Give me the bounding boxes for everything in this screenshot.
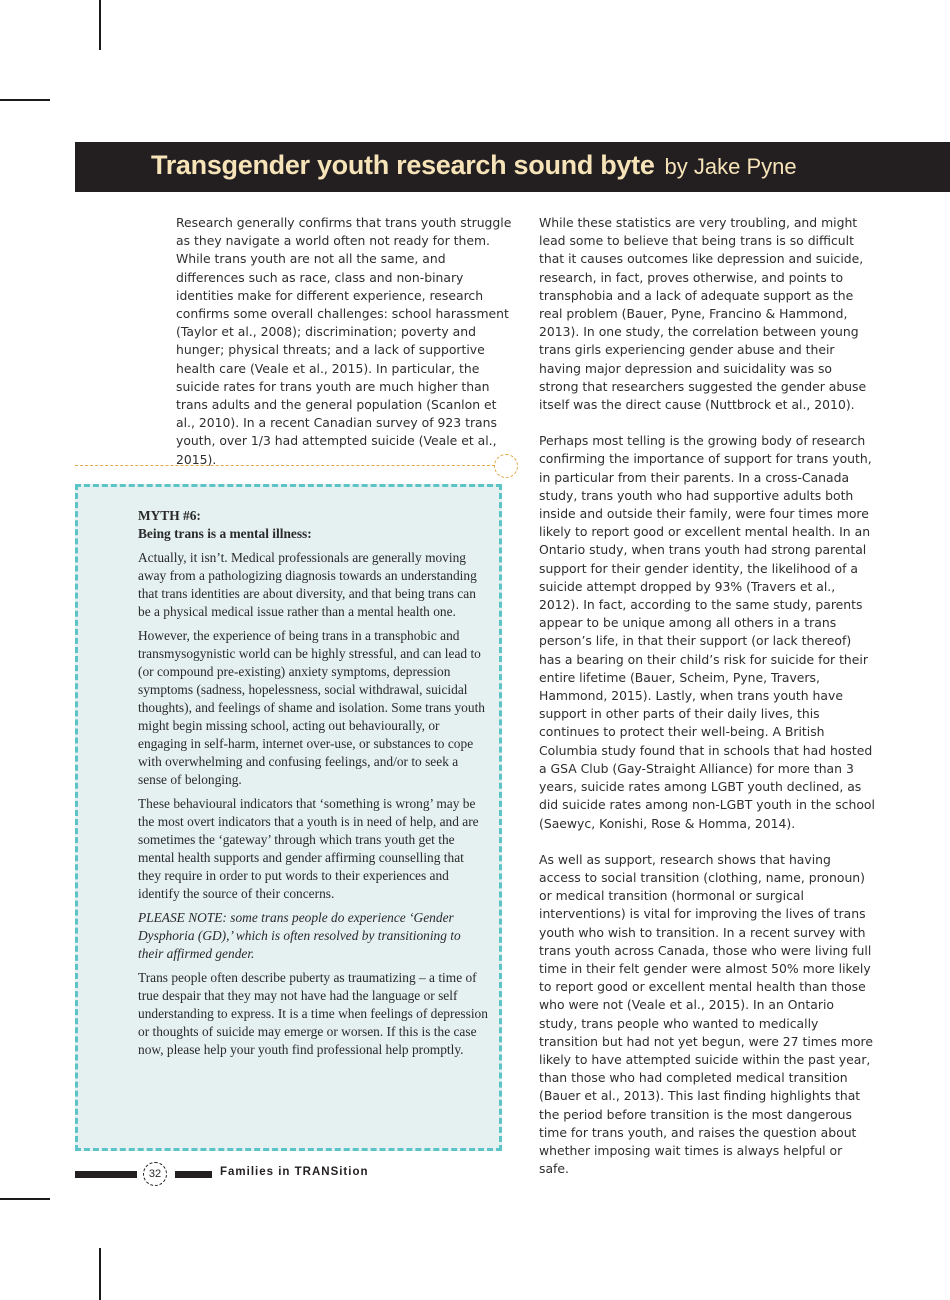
right-column	[539, 214, 875, 1196]
divider-circle	[494, 454, 518, 478]
page-title	[151, 150, 797, 181]
page-number: 32	[143, 1162, 167, 1186]
page-footer	[75, 1162, 475, 1186]
publication-name: Families in TRANSition	[220, 1166, 369, 1178]
myth-paragraph: Actually, it isn’t. Medical professionals are generally moving away from a pathologizing diagnosis towards an understanding that trans identities are about diversity, and that being trans can be a physical medical issue rather than a mental health one.	[138, 550, 477, 619]
crop-mark	[0, 99, 50, 101]
title-bar	[75, 142, 950, 192]
body-paragraph: While these statistics are very troubling, and might lead some to believe that being trans is so difficult that it causes outcomes like depression and suicide, research, in fact, proves otherwise, and points to transphobia and a lack of adequate support as the real problem (Bauer, Pyne, Francino & Hammond, 2013). In one study, the correlation between young trans girls experiencing gender abuse and their having major depression and suicidality was so strong that researchers suggested the gender abuse itself was the direct cause (Nuttbrock et al., 2010).	[539, 215, 867, 413]
crop-mark	[0, 1198, 50, 1200]
myth-title: MYTH #6:	[138, 508, 201, 523]
dashed-divider	[75, 465, 495, 466]
myth-paragraph: However, the experience of being trans in a transphobic and transmysogynistic world can be highly stressful, and can lead to (or compound pre-existing) anxiety symptoms, depression symptoms (sadness, hopelessness, social withdrawal, suicidal thoughts), and feelings of shame and isolation. Some trans youth might begin missing school, acting out behaviourally, or engaging in self-harm, internet over-use, or substances to cope with overwhelming and confusing feelings, and/or to seek a sense of belonging.	[138, 628, 485, 787]
footer-bar	[175, 1171, 212, 1178]
crop-mark	[99, 0, 101, 50]
myth-note: PLEASE NOTE: some trans people do experience ‘Gender Dysphoria (GD),’ which is often resolved by transitioning to their affirmed gender.	[138, 910, 461, 961]
crop-mark	[99, 1248, 101, 1300]
intro-paragraph: Research generally confirms that trans youth struggle as they navigate a world often not ready for them. While trans youth are not all the same, and differences such as race, class and non-binary identities make for different experience, research confirms some overall challenges: school harassment (Taylor et al., 2008); discrimination; poverty and hunger; physical threats; and a lack of supportive health care (Veale et al., 2015). In particular, the suicide rates for trans youth are much higher than trans adults and the general population (Scanlon et al., 2010). In a recent Canadian survey of 923 trans youth, over 1/3 had attempted suicide (Veale et al., 2015).	[176, 215, 512, 467]
myth-paragraph: These behavioural indicators that ‘something is wrong’ may be the most overt indicators that a youth is in need of help, and are sometimes the ‘gateway’ through which trans youth get the mental health supports and gender affirming counselling that they require in order to put words to their experiences and identify the source of their concerns.	[138, 796, 479, 901]
body-paragraph: As well as support, research shows that having access to social transition (clothing, name, pronoun) or medical transition (hormonal or surgical interventions) is vital for improving the lives of trans youth who wish to transition. In a recent survey with trans youth across Canada, those who were living full time in their felt gender were almost 50% more likely to report good or excellent mental health than those who were not (Veale et al., 2015). In an Ontario study, trans people who wanted to medically transition but had not yet begun, were 27 times more likely to have attempted suicide within the past year, than those who had completed medical transition (Bauer et al., 2013). This last finding highlights that the period before transition is the most dangerous time for trans youth, and raises the question about whether imposing wait times is always helpful or safe.	[539, 851, 873, 1177]
myth-box	[75, 484, 502, 1151]
title-text: Transgender youth research sound byte	[151, 150, 655, 180]
myth-content	[138, 507, 488, 1065]
myth-paragraph: Trans people often describe puberty as traumatizing – a time of true despair that they may not have had the language or self understanding to express. It is a time when feelings of depression or thoughts of suicide may emerge or worsen. If this is the case now, please help your youth find professional help promptly.	[138, 970, 488, 1057]
body-paragraph: Perhaps most telling is the growing body of research confirming the importance of support for trans youth, in particular from their parents. In a cross-Canada study, trans youth who had supportive adults both inside and outside their family, were four times more likely to report good or excellent mental health. In an Ontario study, when trans youth had strong parental support for their gender identity, the likelihood of a suicide attempt dropped by 93% (Travers et al., 2012). In fact, according to the same study, parents appear to be unique among all others in a trans person’s life, in that their support (or lack thereof) has a bearing on their child’s risk for suicide for their entire lifetime (Bauer, Scheim, Pyne, Travers, Hammond, 2015). Lastly, when trans youth have support in other parts of their daily lives, this continues to protect their well-being. A British Columbia study found that in schools that had hosted a GSA Club (Gay-Straight Alliance) for more than 3 years, suicide rates among LGBT youth declined, as did suicide rates among non-LGBT youth in the school (Saewyc, Konishi, Rose & Homma, 2014).	[539, 433, 875, 831]
footer-bar	[75, 1171, 137, 1178]
left-column	[176, 214, 516, 469]
myth-subtitle: Being trans is a mental illness:	[138, 526, 312, 541]
byline: by Jake Pyne	[664, 154, 797, 179]
